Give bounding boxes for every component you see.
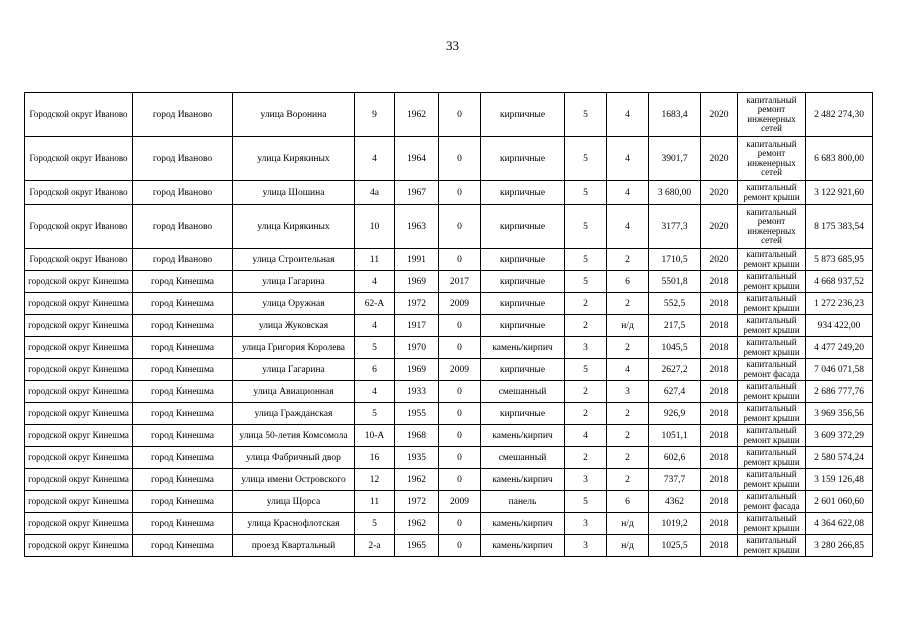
district-cell: городской округ Кинешма (25, 359, 133, 381)
table-row (25, 315, 873, 337)
year-overhaul-cell: 0 (439, 535, 481, 557)
year-built-cell: 1991 (395, 249, 439, 271)
year-built-cell: 1935 (395, 447, 439, 469)
work-type-cell: капитальный ремонт крыши (738, 271, 806, 293)
floors-cell: 3 (565, 469, 607, 491)
wall-material-cell: кирпичные (481, 181, 565, 205)
wall-material-cell: кирпичные (481, 271, 565, 293)
work-type-cell: капитальный ремонт крыши (738, 425, 806, 447)
entrances-cell: 4 (607, 205, 649, 249)
work-type-cell: капитальный ремонт крыши (738, 513, 806, 535)
year-overhaul-cell: 0 (439, 93, 481, 137)
year-built-cell: 1962 (395, 93, 439, 137)
street-cell: улица имени Островского (233, 469, 355, 491)
floors-cell: 5 (565, 491, 607, 513)
year-overhaul-cell: 0 (439, 181, 481, 205)
entrances-cell: 2 (607, 469, 649, 491)
entrances-cell: 2 (607, 425, 649, 447)
floors-cell: 2 (565, 381, 607, 403)
wall-material-cell: смешанный (481, 381, 565, 403)
area-cell: 926,9 (649, 403, 701, 425)
city-cell: город Иваново (133, 205, 233, 249)
street-cell: улица Шошина (233, 181, 355, 205)
city-cell: город Кинешма (133, 403, 233, 425)
year-overhaul-cell: 0 (439, 137, 481, 181)
table-row (25, 403, 873, 425)
area-cell: 1710,5 (649, 249, 701, 271)
floors-cell: 5 (565, 205, 607, 249)
table-row (25, 293, 873, 315)
wall-material-cell: панель (481, 491, 565, 513)
floors-cell: 3 (565, 535, 607, 557)
year-built-cell: 1963 (395, 205, 439, 249)
wall-material-cell: кирпичные (481, 93, 565, 137)
table-body (25, 93, 873, 557)
planned-year-cell: 2018 (701, 535, 738, 557)
table-row (25, 359, 873, 381)
table-row (25, 535, 873, 557)
entrances-cell: 2 (607, 403, 649, 425)
floors-cell: 5 (565, 137, 607, 181)
cost-cell: 6 683 800,00 (806, 137, 873, 181)
floors-cell: 3 (565, 513, 607, 535)
street-cell: улица Гражданская (233, 403, 355, 425)
city-cell: город Кинешма (133, 469, 233, 491)
entrances-cell: н/д (607, 513, 649, 535)
house-number-cell: 11 (355, 249, 395, 271)
year-built-cell: 1962 (395, 469, 439, 491)
year-built-cell: 1967 (395, 181, 439, 205)
house-number-cell: 9 (355, 93, 395, 137)
planned-year-cell: 2018 (701, 425, 738, 447)
planned-year-cell: 2018 (701, 447, 738, 469)
area-cell: 1025,5 (649, 535, 701, 557)
year-built-cell: 1968 (395, 425, 439, 447)
area-cell: 4362 (649, 491, 701, 513)
area-cell: 627,4 (649, 381, 701, 403)
district-cell: городской округ Кинешма (25, 315, 133, 337)
page-number: 33 (446, 38, 459, 53)
house-number-cell: 5 (355, 337, 395, 359)
house-number-cell: 11 (355, 491, 395, 513)
year-built-cell: 1969 (395, 359, 439, 381)
floors-cell: 5 (565, 359, 607, 381)
wall-material-cell: камень/кирпич (481, 513, 565, 535)
district-cell: городской округ Кинешма (25, 513, 133, 535)
district-cell: городской округ Кинешма (25, 425, 133, 447)
area-cell: 5501,8 (649, 271, 701, 293)
year-overhaul-cell: 0 (439, 469, 481, 491)
planned-year-cell: 2020 (701, 93, 738, 137)
area-cell: 737,7 (649, 469, 701, 491)
cost-cell: 3 122 921,60 (806, 181, 873, 205)
planned-year-cell: 2018 (701, 271, 738, 293)
year-built-cell: 1965 (395, 535, 439, 557)
district-cell: городской округ Кинешма (25, 535, 133, 557)
cost-cell: 3 969 356,56 (806, 403, 873, 425)
area-cell: 3901,7 (649, 137, 701, 181)
street-cell: улица Гагарина (233, 359, 355, 381)
cost-cell: 4 668 937,52 (806, 271, 873, 293)
floors-cell: 2 (565, 403, 607, 425)
year-overhaul-cell: 0 (439, 205, 481, 249)
cost-cell: 3 280 266,85 (806, 535, 873, 557)
district-cell: городской округ Кинешма (25, 469, 133, 491)
wall-material-cell: камень/кирпич (481, 535, 565, 557)
planned-year-cell: 2018 (701, 491, 738, 513)
work-type-cell: капитальный ремонт инженерных сетей (738, 93, 806, 137)
table-row (25, 469, 873, 491)
city-cell: город Кинешма (133, 337, 233, 359)
work-type-cell: капитальный ремонт инженерных сетей (738, 205, 806, 249)
street-cell: улица Строительная (233, 249, 355, 271)
house-number-cell: 4 (355, 271, 395, 293)
planned-year-cell: 2018 (701, 513, 738, 535)
cost-cell: 3 609 372,29 (806, 425, 873, 447)
wall-material-cell: кирпичные (481, 249, 565, 271)
planned-year-cell: 2020 (701, 249, 738, 271)
work-type-cell: капитальный ремонт крыши (738, 337, 806, 359)
street-cell: улица Кирякиных (233, 205, 355, 249)
entrances-cell: 6 (607, 271, 649, 293)
cost-cell: 3 159 126,48 (806, 469, 873, 491)
year-built-cell: 1969 (395, 271, 439, 293)
area-cell: 1051,1 (649, 425, 701, 447)
wall-material-cell: кирпичные (481, 315, 565, 337)
year-overhaul-cell: 0 (439, 447, 481, 469)
planned-year-cell: 2020 (701, 205, 738, 249)
work-type-cell: капитальный ремонт крыши (738, 315, 806, 337)
wall-material-cell: кирпичные (481, 205, 565, 249)
district-cell: Городской округ Иваново (25, 205, 133, 249)
wall-material-cell: кирпичные (481, 359, 565, 381)
work-type-cell: капитальный ремонт фасада (738, 359, 806, 381)
city-cell: город Кинешма (133, 359, 233, 381)
cost-cell: 2 601 060,60 (806, 491, 873, 513)
city-cell: город Кинешма (133, 293, 233, 315)
wall-material-cell: смешанный (481, 447, 565, 469)
planned-year-cell: 2020 (701, 181, 738, 205)
planned-year-cell: 2018 (701, 381, 738, 403)
year-overhaul-cell: 0 (439, 403, 481, 425)
street-cell: улица Щорса (233, 491, 355, 513)
city-cell: город Иваново (133, 93, 233, 137)
work-type-cell: капитальный ремонт крыши (738, 535, 806, 557)
cost-cell: 4 364 622,08 (806, 513, 873, 535)
house-number-cell: 2-а (355, 535, 395, 557)
year-overhaul-cell: 0 (439, 337, 481, 359)
housing-register-table (24, 92, 873, 557)
house-number-cell: 4 (355, 381, 395, 403)
planned-year-cell: 2020 (701, 137, 738, 181)
year-overhaul-cell: 0 (439, 249, 481, 271)
street-cell: улица Фабричный двор (233, 447, 355, 469)
planned-year-cell: 2018 (701, 469, 738, 491)
wall-material-cell: кирпичные (481, 137, 565, 181)
entrances-cell: 2 (607, 337, 649, 359)
work-type-cell: капитальный ремонт инженерных сетей (738, 137, 806, 181)
house-number-cell: 5 (355, 513, 395, 535)
table-row (25, 271, 873, 293)
street-cell: проезд Квартальный (233, 535, 355, 557)
house-number-cell: 4а (355, 181, 395, 205)
street-cell: улица 50-летия Комсомола (233, 425, 355, 447)
wall-material-cell: камень/кирпич (481, 425, 565, 447)
area-cell: 3 680,00 (649, 181, 701, 205)
house-number-cell: 4 (355, 137, 395, 181)
entrances-cell: 2 (607, 447, 649, 469)
work-type-cell: капитальный ремонт крыши (738, 249, 806, 271)
work-type-cell: капитальный ремонт крыши (738, 293, 806, 315)
table-row (25, 491, 873, 513)
entrances-cell: н/д (607, 535, 649, 557)
house-number-cell: 4 (355, 315, 395, 337)
district-cell: Городской округ Иваново (25, 249, 133, 271)
work-type-cell: капитальный ремонт крыши (738, 469, 806, 491)
floors-cell: 5 (565, 271, 607, 293)
work-type-cell: капитальный ремонт крыши (738, 181, 806, 205)
floors-cell: 3 (565, 337, 607, 359)
cost-cell: 934 422,00 (806, 315, 873, 337)
district-cell: городской округ Кинешма (25, 271, 133, 293)
entrances-cell: 4 (607, 93, 649, 137)
table-row (25, 337, 873, 359)
year-overhaul-cell: 0 (439, 381, 481, 403)
entrances-cell: 2 (607, 293, 649, 315)
district-cell: Городской округ Иваново (25, 137, 133, 181)
floors-cell: 2 (565, 315, 607, 337)
district-cell: городской округ Кинешма (25, 337, 133, 359)
floors-cell: 5 (565, 249, 607, 271)
cost-cell: 2 482 274,30 (806, 93, 873, 137)
work-type-cell: капитальный ремонт крыши (738, 381, 806, 403)
entrances-cell: 6 (607, 491, 649, 513)
wall-material-cell: кирпичные (481, 403, 565, 425)
table-row (25, 447, 873, 469)
table-row (25, 425, 873, 447)
street-cell: улица Авиационная (233, 381, 355, 403)
cost-cell: 7 046 071,58 (806, 359, 873, 381)
cost-cell: 2 580 574,24 (806, 447, 873, 469)
year-built-cell: 1962 (395, 513, 439, 535)
city-cell: город Кинешма (133, 271, 233, 293)
house-number-cell: 12 (355, 469, 395, 491)
year-overhaul-cell: 2009 (439, 359, 481, 381)
year-overhaul-cell: 2017 (439, 271, 481, 293)
area-cell: 1683,4 (649, 93, 701, 137)
city-cell: город Иваново (133, 137, 233, 181)
work-type-cell: капитальный ремонт фасада (738, 491, 806, 513)
entrances-cell: 2 (607, 249, 649, 271)
district-cell: городской округ Кинешма (25, 381, 133, 403)
house-number-cell: 5 (355, 403, 395, 425)
work-type-cell: капитальный ремонт крыши (738, 447, 806, 469)
city-cell: город Иваново (133, 181, 233, 205)
house-number-cell: 10 (355, 205, 395, 249)
table-row (25, 205, 873, 249)
year-overhaul-cell: 0 (439, 425, 481, 447)
house-number-cell: 6 (355, 359, 395, 381)
year-built-cell: 1964 (395, 137, 439, 181)
area-cell: 217,5 (649, 315, 701, 337)
floors-cell: 2 (565, 293, 607, 315)
planned-year-cell: 2018 (701, 315, 738, 337)
cost-cell: 1 272 236,23 (806, 293, 873, 315)
table-row (25, 93, 873, 137)
year-built-cell: 1933 (395, 381, 439, 403)
entrances-cell: 3 (607, 381, 649, 403)
city-cell: город Иваново (133, 249, 233, 271)
wall-material-cell: кирпичные (481, 293, 565, 315)
table-row (25, 381, 873, 403)
street-cell: улица Оружная (233, 293, 355, 315)
district-cell: городской округ Кинешма (25, 403, 133, 425)
house-number-cell: 62-А (355, 293, 395, 315)
area-cell: 3177,3 (649, 205, 701, 249)
area-cell: 552,5 (649, 293, 701, 315)
year-overhaul-cell: 0 (439, 315, 481, 337)
table-row (25, 249, 873, 271)
table-row (25, 513, 873, 535)
planned-year-cell: 2018 (701, 293, 738, 315)
entrances-cell: 4 (607, 181, 649, 205)
street-cell: улица Жуковская (233, 315, 355, 337)
entrances-cell: 4 (607, 359, 649, 381)
year-overhaul-cell: 2009 (439, 293, 481, 315)
planned-year-cell: 2018 (701, 359, 738, 381)
work-type-cell: капитальный ремонт крыши (738, 403, 806, 425)
street-cell: улица Кирякиных (233, 137, 355, 181)
wall-material-cell: камень/кирпич (481, 337, 565, 359)
planned-year-cell: 2018 (701, 403, 738, 425)
city-cell: город Кинешма (133, 447, 233, 469)
street-cell: улица Воронина (233, 93, 355, 137)
cost-cell: 2 686 777,76 (806, 381, 873, 403)
wall-material-cell: камень/кирпич (481, 469, 565, 491)
district-cell: Городской округ Иваново (25, 181, 133, 205)
city-cell: город Кинешма (133, 381, 233, 403)
floors-cell: 5 (565, 93, 607, 137)
year-built-cell: 1972 (395, 491, 439, 513)
year-built-cell: 1970 (395, 337, 439, 359)
district-cell: городской округ Кинешма (25, 491, 133, 513)
city-cell: город Кинешма (133, 491, 233, 513)
city-cell: город Кинешма (133, 535, 233, 557)
table-row (25, 137, 873, 181)
city-cell: город Кинешма (133, 513, 233, 535)
year-built-cell: 1972 (395, 293, 439, 315)
area-cell: 1019,2 (649, 513, 701, 535)
house-number-cell: 10-А (355, 425, 395, 447)
area-cell: 1045,5 (649, 337, 701, 359)
year-built-cell: 1955 (395, 403, 439, 425)
city-cell: город Кинешма (133, 425, 233, 447)
planned-year-cell: 2018 (701, 337, 738, 359)
table-row (25, 181, 873, 205)
cost-cell: 5 873 685,95 (806, 249, 873, 271)
city-cell: город Кинешма (133, 315, 233, 337)
street-cell: улица Григория Королева (233, 337, 355, 359)
entrances-cell: н/д (607, 315, 649, 337)
year-built-cell: 1917 (395, 315, 439, 337)
entrances-cell: 4 (607, 137, 649, 181)
district-cell: городской округ Кинешма (25, 447, 133, 469)
area-cell: 602,6 (649, 447, 701, 469)
street-cell: улица Краснофлотская (233, 513, 355, 535)
cost-cell: 8 175 383,54 (806, 205, 873, 249)
year-overhaul-cell: 2009 (439, 491, 481, 513)
year-overhaul-cell: 0 (439, 513, 481, 535)
floors-cell: 4 (565, 425, 607, 447)
street-cell: улица Гагарина (233, 271, 355, 293)
floors-cell: 5 (565, 181, 607, 205)
area-cell: 2627,2 (649, 359, 701, 381)
district-cell: Городской округ Иваново (25, 93, 133, 137)
district-cell: городской округ Кинешма (25, 293, 133, 315)
house-number-cell: 16 (355, 447, 395, 469)
cost-cell: 4 477 249,20 (806, 337, 873, 359)
floors-cell: 2 (565, 447, 607, 469)
